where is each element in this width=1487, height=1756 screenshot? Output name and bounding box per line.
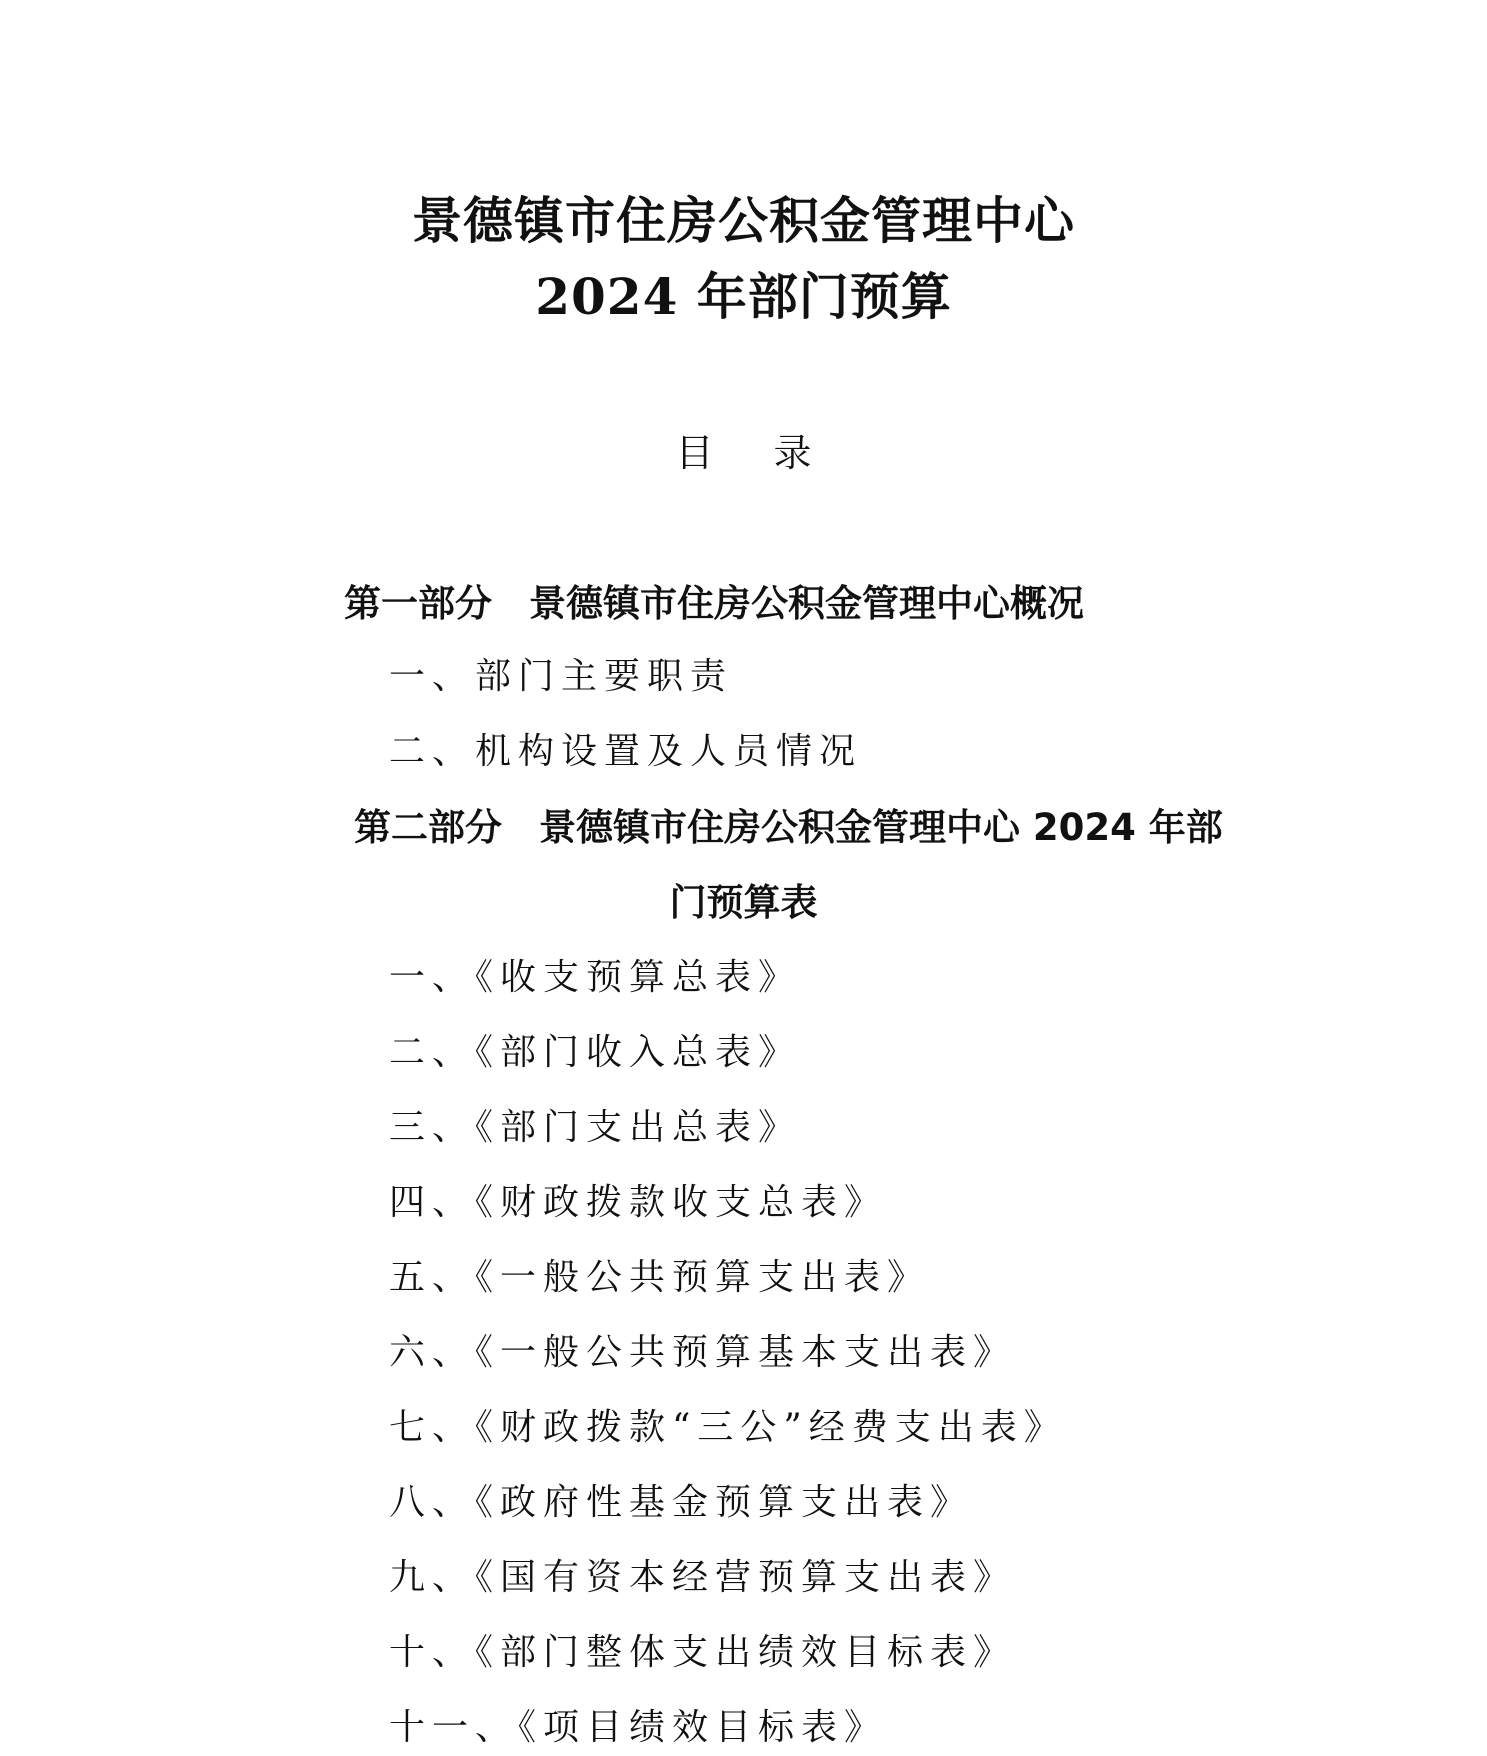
part1-heading: 第一部分 景德镇市住房公积金管理中心概况 bbox=[344, 582, 1084, 625]
toc-item: 八、《政府性基金预算支出表》 bbox=[389, 1482, 974, 1523]
toc-item: 六、《一般公共预算基本支出表》 bbox=[389, 1332, 1017, 1373]
toc-item: 一、《收支预算总表》 bbox=[389, 957, 802, 998]
toc-item: 二、机构设置及人员情况 bbox=[389, 731, 863, 772]
document-title-line2: 2024 年部门预算 bbox=[535, 267, 952, 326]
toc-item: 三、《部门支出总表》 bbox=[389, 1107, 802, 1148]
toc-item: 一、部门主要职责 bbox=[389, 656, 734, 697]
toc-item: 五、《一般公共预算支出表》 bbox=[389, 1257, 931, 1298]
toc-item: 七、《财政拨款“三公”经费支出表》 bbox=[389, 1407, 1067, 1448]
toc-item: 九、《国有资本经营预算支出表》 bbox=[389, 1557, 1017, 1598]
toc-item: 四、《财政拨款收支总表》 bbox=[389, 1182, 888, 1223]
toc-item: 十一、《项目绩效目标表》 bbox=[389, 1707, 888, 1748]
toc-item: 二、《部门收入总表》 bbox=[389, 1032, 802, 1073]
toc-item: 十、《部门整体支出绩效目标表》 bbox=[389, 1632, 1017, 1673]
part2-heading-line2: 门预算表 bbox=[669, 881, 818, 924]
part2-heading-line1: 第二部分 景德镇市住房公积金管理中心 2024 年部 bbox=[354, 806, 1223, 849]
toc-heading: 目录 bbox=[675, 431, 872, 475]
document-title-line1: 景德镇市住房公积金管理中心 bbox=[412, 191, 1075, 250]
